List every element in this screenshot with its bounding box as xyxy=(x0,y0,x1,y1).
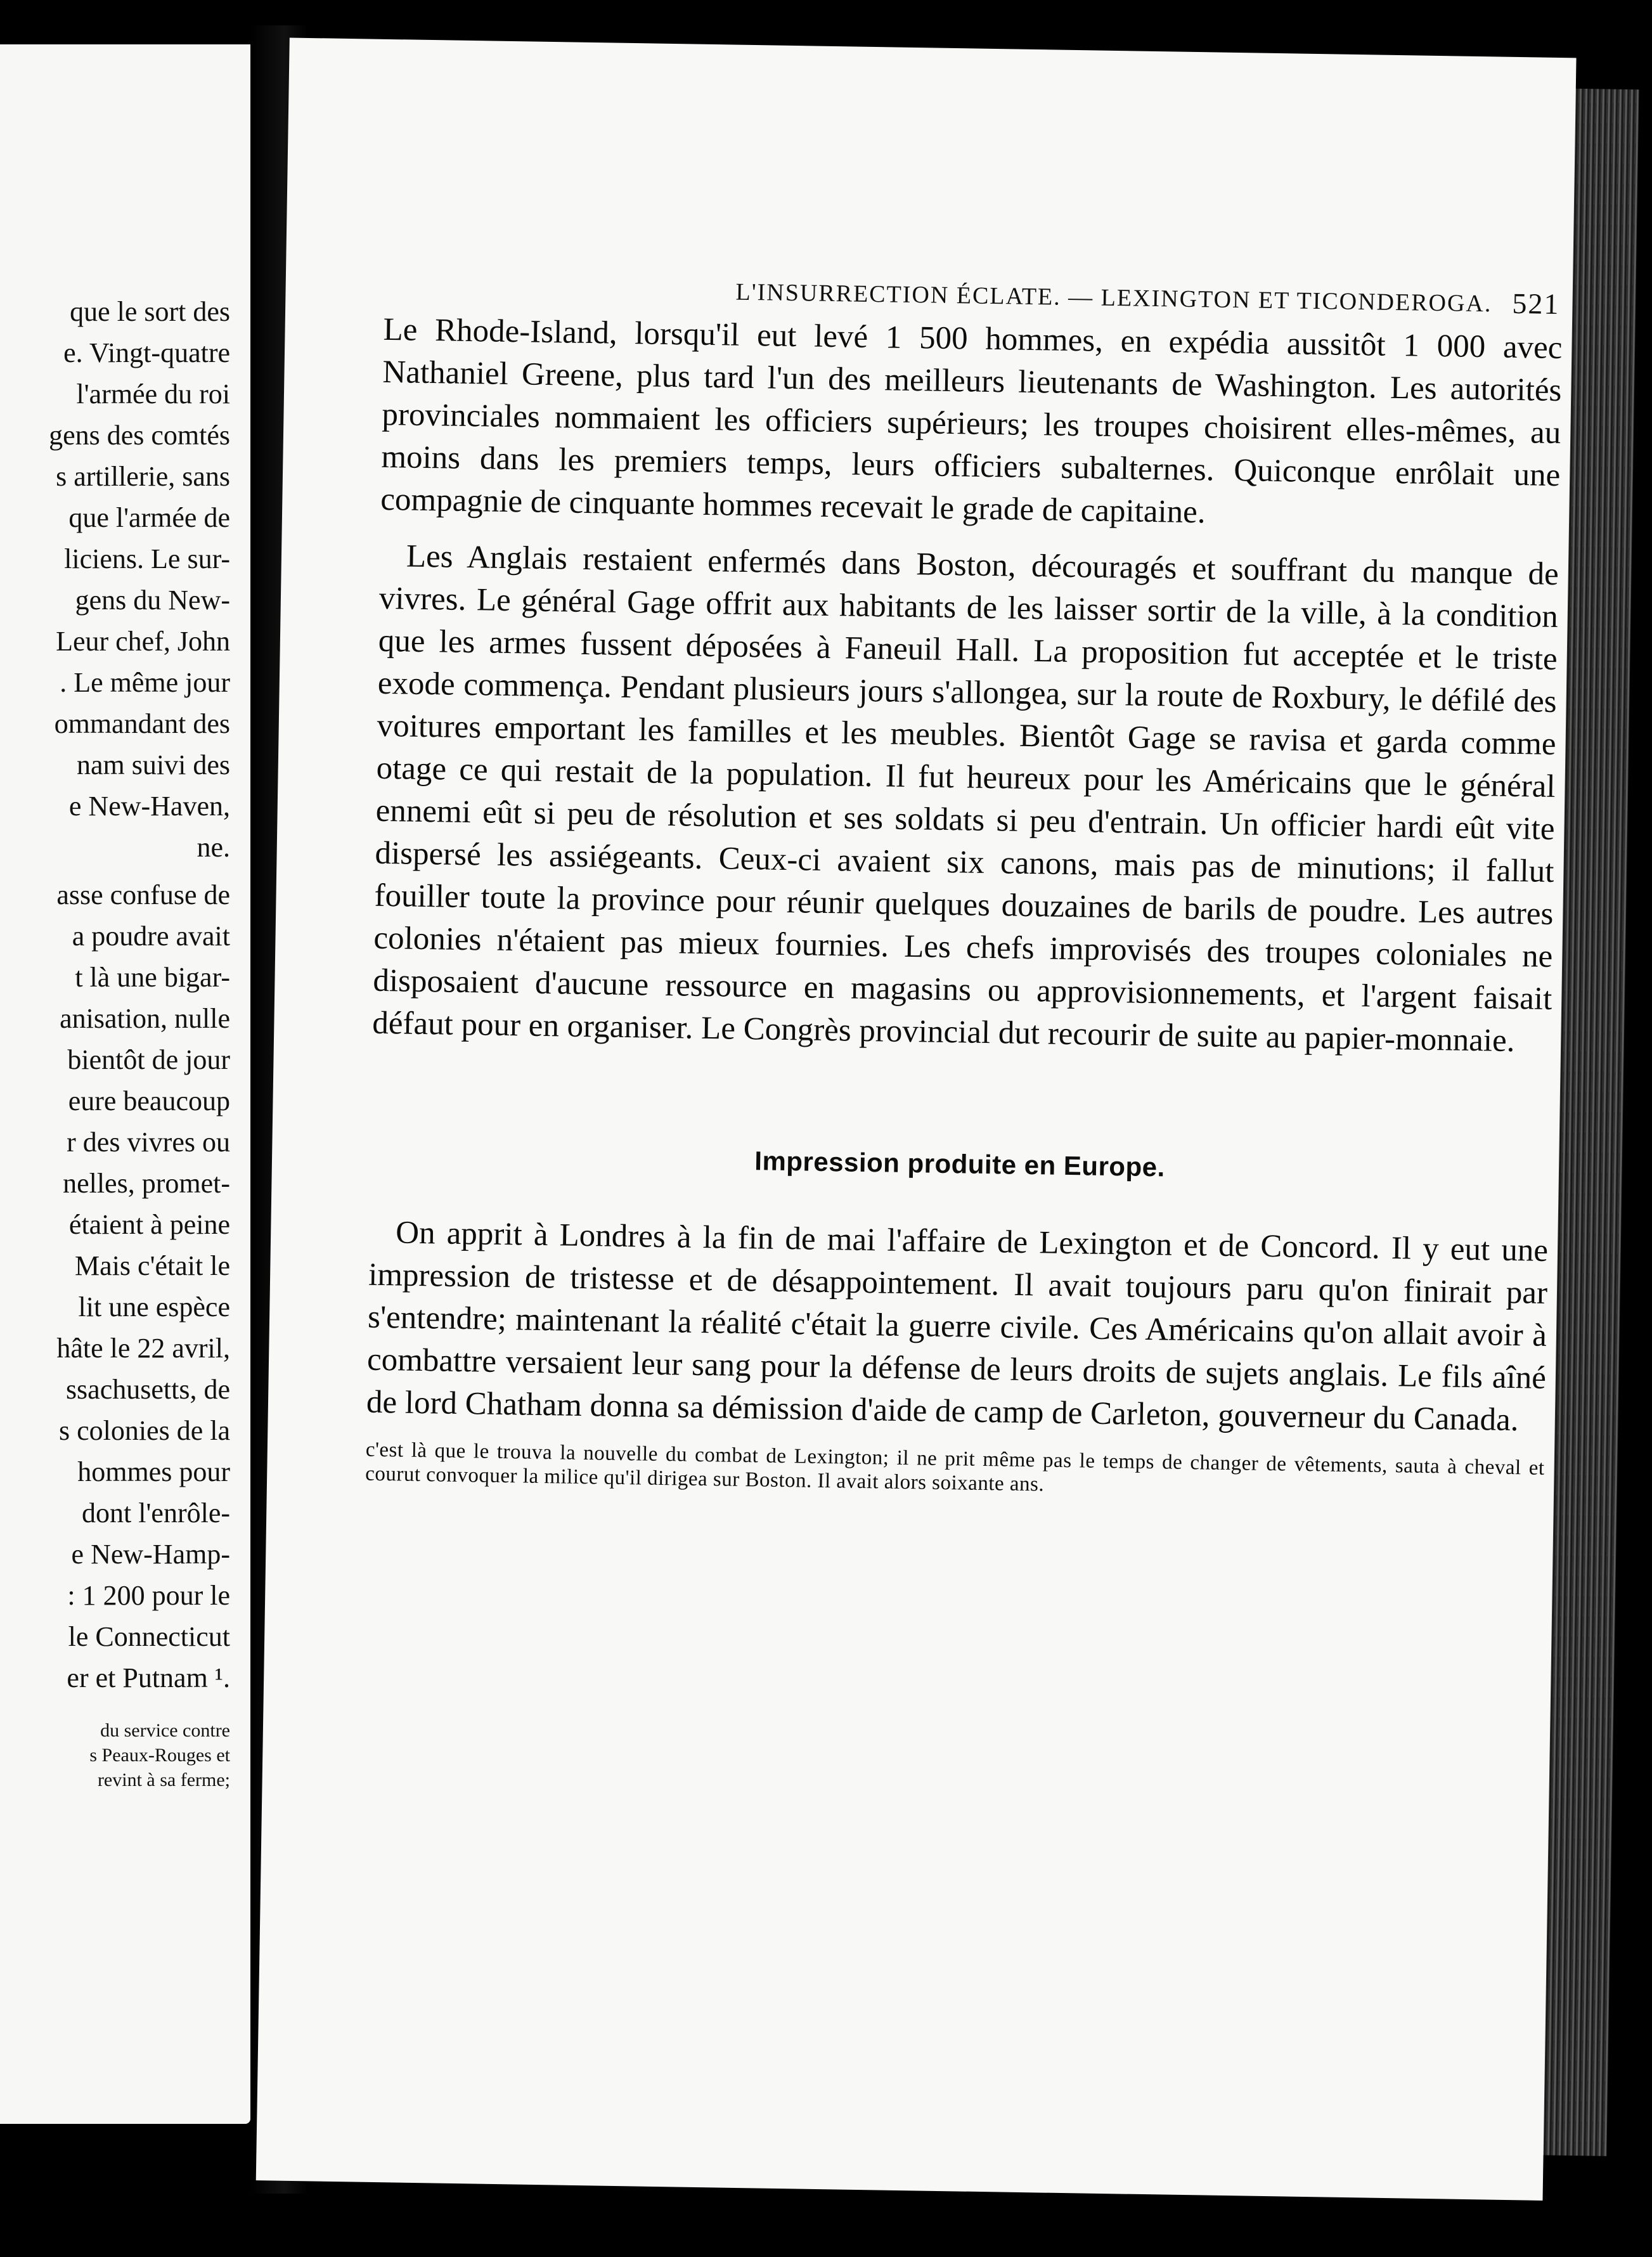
left-line: e New-Hamp- xyxy=(71,1539,230,1570)
left-line: s colonies de la xyxy=(58,1415,230,1446)
left-line: : 1 200 pour le xyxy=(67,1580,230,1611)
page-number: 521 xyxy=(1512,287,1560,321)
running-title: L'INSURRECTION ÉCLATE. — LEXINGTON ET TICONDEROGA. xyxy=(735,278,1492,318)
left-line: hommes pour xyxy=(77,1456,230,1487)
left-line: nelles, promet- xyxy=(63,1168,230,1199)
left-line: a poudre avait xyxy=(72,921,230,952)
left-line: l'armée du roi xyxy=(76,378,230,410)
left-line: le Connecticut xyxy=(68,1621,230,1652)
right-page xyxy=(256,38,1577,2201)
left-line: asse confuse de xyxy=(56,879,230,910)
left-footnote-line: s Peaux-Rouges et xyxy=(89,1745,230,1766)
left-line: ommandant des xyxy=(54,708,230,739)
left-line: e New-Haven, xyxy=(68,791,230,822)
left-line: nam suivi des xyxy=(77,749,230,780)
left-line: s artillerie, sans xyxy=(56,461,230,492)
left-line: ne. xyxy=(197,832,230,863)
left-line: gens du New- xyxy=(75,585,230,616)
left-line: . Le même jour xyxy=(60,667,230,698)
left-line: er et Putnam ¹. xyxy=(67,1662,230,1693)
left-line: eure beaucoup xyxy=(68,1085,230,1116)
left-line: hâte le 22 avril, xyxy=(56,1333,230,1364)
left-line: anisation, nulle xyxy=(60,1003,230,1034)
left-line: étaient à peine xyxy=(68,1209,230,1240)
left-line: ssachusetts, de xyxy=(65,1374,230,1405)
left-line: dont l'enrôle- xyxy=(82,1497,230,1529)
left-line: que le sort des xyxy=(70,296,230,327)
left-line: e. Vingt-quatre xyxy=(63,337,230,368)
left-line: t là une bigar- xyxy=(75,962,230,993)
left-line: Leur chef, John xyxy=(56,626,230,657)
section-heading: Impression produite en Europe. xyxy=(754,1146,1166,1182)
left-line: r des vivres ou xyxy=(67,1127,230,1158)
body-text xyxy=(365,309,1563,1518)
left-line: lit une espèce xyxy=(78,1291,230,1323)
left-line: que l'armée de xyxy=(68,502,230,533)
left-line: liciens. Le sur- xyxy=(64,543,230,574)
left-footnote-line: du service contre xyxy=(100,1720,230,1741)
left-page xyxy=(0,44,250,2124)
paragraph: On apprit à Londres à la fin de mai l'affaire de Lexington et de Concord. Il y eut une impression de tristesse et de désappointement. Il avait toujours paru qu'on finirait par s'entendre; maintenant la réalité c'était la guerre civile. Ces Américains qu'on allait avoir à combattre versaient leur sang pour la défense de leurs droits de sujets anglais. Le fils aîné de lord Chatham donna sa démission d'aide de camp de Carleton, gouverneur du Canada. xyxy=(366,1215,1549,1439)
paragraph: Le Rhode-Island, lorsqu'il eut levé 1 500 hommes, en expédia aussitôt 1 000 avec Nathaniel Greene, plus tard l'un des meilleurs lieutenants de Washington. Les autorités provinciales nommaient les officiers supérieurs; les troupes choisirent elles-mêmes, au moins dans les premiers temps, leurs officiers subalternes. Quiconque enrôlait une compagnie de cinquante hommes recevait le grade de capitaine. xyxy=(380,311,1563,531)
left-line: Mais c'était le xyxy=(75,1250,230,1281)
footnote: c'est là que le trouva la nouvelle du combat de Lexington; il ne prit même pas le temps de changer de vêtements, sauta à cheval et courut convoquer la milice qu'il dirigea sur Boston. Il avait alors soixante ans. xyxy=(365,1438,1545,1496)
paragraph: Les Anglais restaient enfermés dans Boston, découragés et souffrant du manque de vivres. Le général Gage offrit aux habitants de les laisser sortir de la ville, à la condition que les armes fussent déposées à Faneuil Hall. La proposition fut acceptée et le triste exode commença. Pendant plusieurs jours s'allongea, sur la route de Roxbury, le défilé des voitures emportant les familles et les meubles. Bientôt Gage se ravisa et garda comme otage ce qui restait de la population. Il fut heureux pour les Américains que le général ennemi eût si peu de résolution et ses soldats si peu d'entrain. Un officier hardi eût vite dispersé les assiégeants. Ceux-ci avaient six canons, mais pas de minutions; il fallut fouiller toute la province pour réunir quelques douzaines de barils de poudre. Les autres colonies n'étaient pas mieux fournies. Les chefs improvisés des troupes coloniales ne disposaient d'aucune ressource en magasins ou approvisionnements, et l'argent faisait défaut pour en organiser. Le Congrès provincial dut recourir de suite au papier-monnaie. xyxy=(371,538,1559,1059)
left-line: gens des comtés xyxy=(49,420,230,451)
left-footnote-line: revint à sa ferme; xyxy=(97,1769,230,1790)
left-line: bientôt de jour xyxy=(67,1044,230,1075)
